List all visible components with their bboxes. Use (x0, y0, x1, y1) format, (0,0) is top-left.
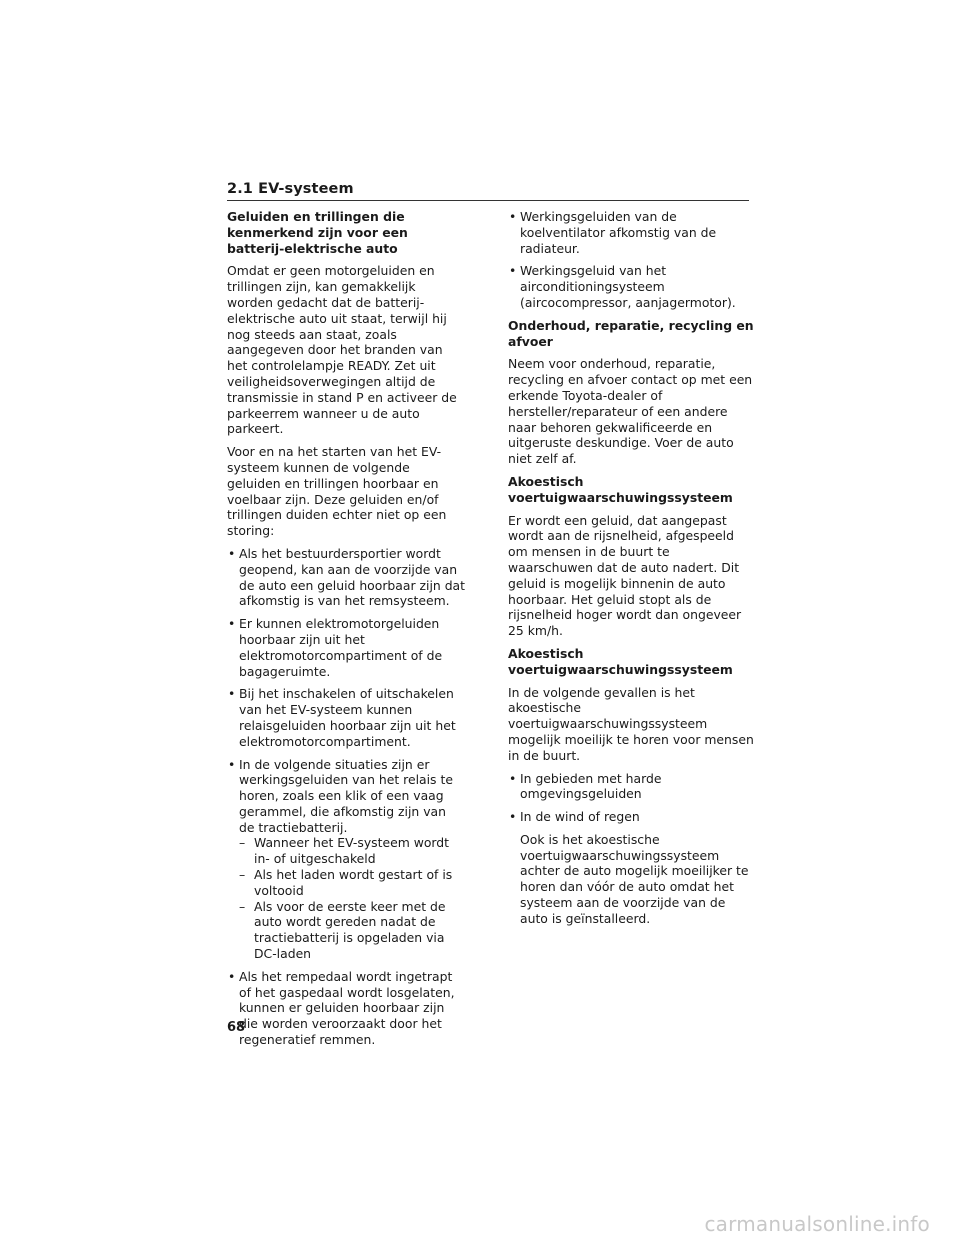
list-item: • Werkingsgeluiden van de koelventilator afkomstig van de radiateur. (508, 209, 754, 256)
list-item: • Als het bestuurdersportier wordt geopend, kan aan de voorzijde van de auto een geluid hoorbaar zijn dat afkomstig is van het remsysteem. (227, 546, 465, 609)
sub-list-item: – Als voor de eerste keer met de auto wordt gereden nadat de tractiebatterij is opgeladen via DC-laden (227, 899, 465, 962)
section-header (227, 178, 749, 201)
sub-list-item: – Als het laden wordt gestart of is voltooid (227, 867, 465, 899)
paragraph-hard-to-hear: In de volgende gevallen is het akoestische voertuigwaarschuwingssysteem mogelijk moeilijk te horen voor mensen in de buurt. (508, 684, 754, 763)
heading-maintenance: Onderhoud, reparatie, recycling en afvoer (508, 317, 754, 349)
list-item: • Werkingsgeluid van het airconditioningsysteem (aircocompressor, aanjagermotor). (508, 263, 754, 310)
paragraph-no-engine-sound: Omdat er geen motorgeluiden en trillingen zijn, kan gemakkelijk worden gedacht dat de batterij-elektrische auto uit staat, terwijl hij nog steeds aan staat, zoals aangegeven door het branden van het controlelampje READY. Zet uit veiligheidsoverwegingen altijd de transmissie in stand P en activeer de parkeerrem wanneer u de auto parkeert. (227, 263, 457, 437)
list-item: • In de wind of regen (508, 809, 754, 825)
list-item: • Bij het inschakelen of uitschakelen van het EV-systeem kunnen relaisgeluiden hoorbaar zijn uit het elektromotorcompartiment. (227, 686, 465, 749)
paragraph-acoustic-warning: Er wordt een geluid, dat aangepast wordt aan de rijsnelheid, afgespeeld om mensen in de buurt te waarschuwen dat de auto nadert. Dit geluid is mogelijk binnenin de auto hoorbaar. Het geluid stopt als de rijsnelheid hoger wordt dan ongeveer 25 km/h. (508, 512, 742, 639)
note-rear-harder: Ook is het akoestische voertuigwaarschuwingssysteem achter de auto mogelijk moeilijker te horen dan vóór de auto omdat het systeem aan de voorzijde van de auto is geïnstalleerd. (520, 831, 749, 926)
list-item: • In gebieden met harde omgevingsgeluiden (508, 771, 754, 803)
list-item: • In de volgende situaties zijn er werkingsgeluiden van het relais te horen, zoals een klik of een vaag gerammel, die afkomstig zijn van de tractiebatterij. (227, 757, 465, 836)
paragraph-maintenance: Neem voor onderhoud, reparatie, recycling en afvoer contact op met een erkende Toyota-dealer of hersteller/reparateur of een andere naar behoren gekwalificeerde en uitgeruste deskundige. Voer de auto niet zelf af. (508, 356, 753, 467)
left-column (227, 209, 465, 1055)
page-number: 68 (227, 1020, 246, 1035)
section-title: 2.1 EV-systeem (227, 181, 354, 197)
list-item: • Er kunnen elektromotorgeluiden hoorbaar zijn uit het elektromotorcompartiment of de bagageruimte. (227, 616, 465, 679)
heading-acoustic-warning-2: Akoestisch voertuigwaarschuwingssysteem (508, 645, 733, 677)
sub-list-item: – Wanneer het EV-systeem wordt in- of uitgeschakeld (227, 835, 465, 867)
heading-sounds-vibrations: Geluiden en trillingen die kenmerkend zijn voor een batterij-elektrische auto (227, 209, 408, 256)
right-column (508, 209, 754, 934)
paragraph-before-after-start: Voor en na het starten van het EV-systeem kunnen de volgende geluiden en trillingen hoorbaar en voelbaar zijn. Deze geluiden en/of trillingen duiden echter niet op een storing: (227, 444, 447, 539)
list-item: • Als het rempedaal wordt ingetrapt of het gaspedaal wordt losgelaten, kunnen er geluiden hoorbaar zijn die worden veroorzaakt door het regeneratief remmen. (227, 969, 465, 1048)
watermark: carmanualsonline.info (704, 1212, 930, 1236)
heading-acoustic-warning: Akoestisch voertuigwaarschuwingssysteem (508, 473, 733, 505)
